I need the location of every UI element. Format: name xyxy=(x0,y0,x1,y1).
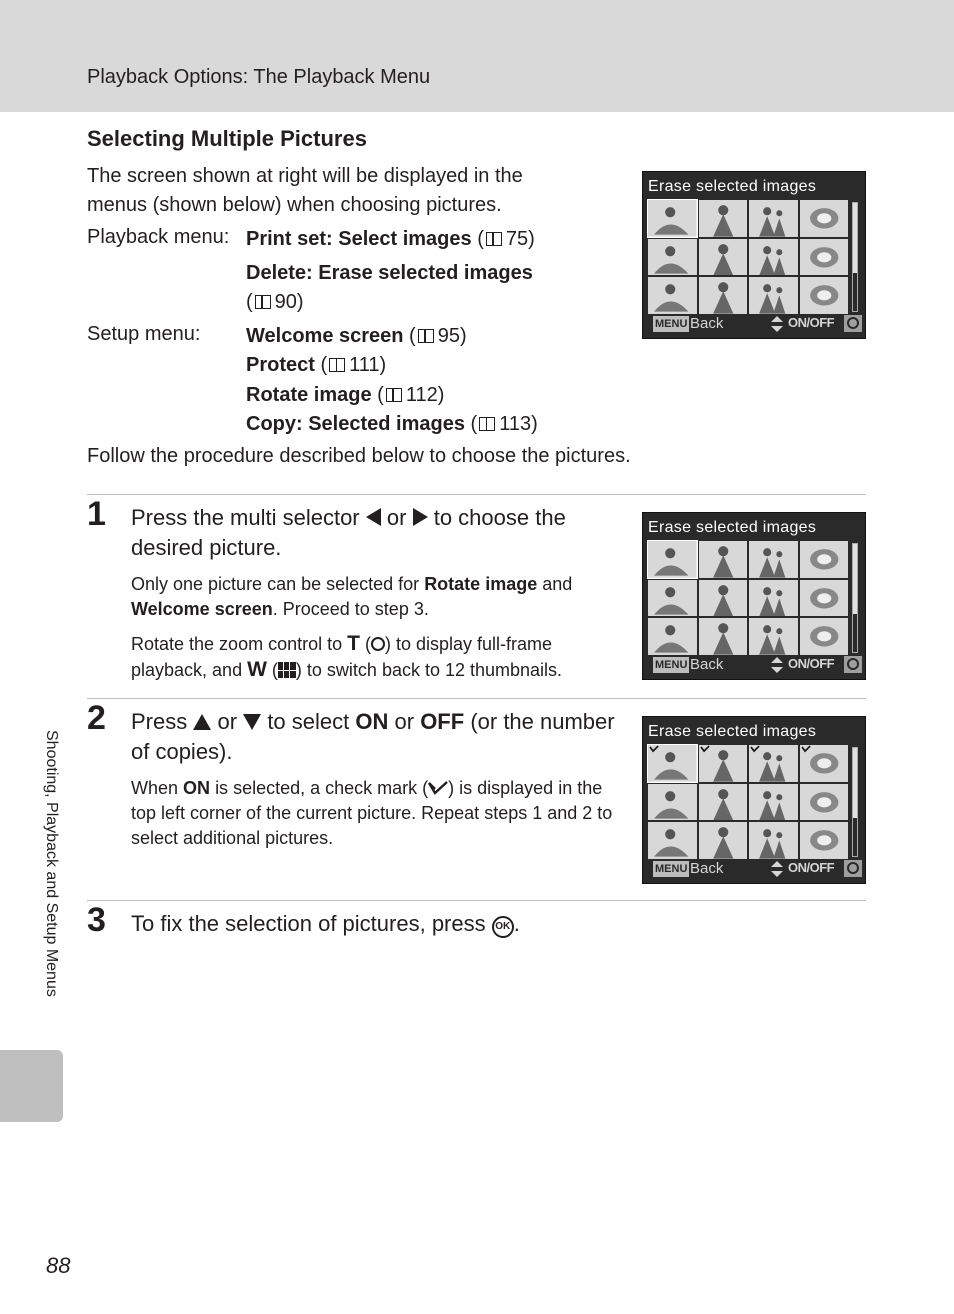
thumbnail xyxy=(749,745,798,782)
thumbnail xyxy=(648,239,697,276)
thumbnail xyxy=(749,618,798,655)
book-icon xyxy=(486,232,502,246)
thumbnail xyxy=(648,200,697,237)
thumbnail xyxy=(699,784,748,821)
thumbnail-grid xyxy=(648,745,848,859)
thumbnail xyxy=(699,200,748,237)
thumbnail xyxy=(800,277,849,314)
menu-item-delete: Delete: Erase selected images ( 90) xyxy=(246,262,533,313)
divider xyxy=(87,698,866,699)
thumbnail xyxy=(749,200,798,237)
book-icon xyxy=(479,417,495,431)
side-tab xyxy=(0,1050,63,1122)
thumbnail xyxy=(800,745,849,782)
thumbnail xyxy=(749,580,798,617)
screen-footer xyxy=(648,314,862,334)
thumbnail xyxy=(800,580,849,617)
step-number: 1 xyxy=(87,495,106,533)
on-off-label: ON/OFF xyxy=(788,860,835,875)
zoom-icon xyxy=(844,315,862,332)
menu-item-name: Protect xyxy=(246,354,315,376)
thumbnail xyxy=(648,580,697,617)
page-ref: 113 xyxy=(499,413,532,435)
page-number: 88 xyxy=(46,1253,71,1278)
book-icon xyxy=(386,388,402,402)
menu-item-name: Welcome screen xyxy=(246,325,404,347)
back-label: Back xyxy=(690,656,724,673)
left-arrow-icon xyxy=(366,508,381,526)
right-arrow-icon xyxy=(413,508,428,526)
menu-item-name: Copy: Selected images xyxy=(246,413,465,435)
step-2-note: When ON is selected, a check mark ( ) is displayed in the top left corner of the current picture. Repeat steps 1 and 2 to select additional pictures. xyxy=(131,778,613,848)
book-icon xyxy=(255,295,271,309)
step-1-note-1: Only one picture can be selected for Rotate image and Welcome screen. Proceed to step 3. xyxy=(131,574,573,619)
thumbnail xyxy=(749,239,798,276)
up-down-icon xyxy=(770,861,784,877)
thumbnail xyxy=(648,277,697,314)
menu-button-icon: MENU xyxy=(655,659,688,671)
thumbnail xyxy=(699,541,748,578)
check-mark-icon xyxy=(428,781,448,795)
thumbnail xyxy=(749,822,798,859)
thumbnail xyxy=(800,239,849,276)
up-down-icon xyxy=(770,316,784,332)
sidebar-text: Shooting, Playback and Setup Menus xyxy=(43,730,60,997)
book-icon xyxy=(418,329,434,343)
menu-item-name: Delete: Erase selected images xyxy=(246,262,533,284)
menu-button-icon: MENU xyxy=(655,863,688,875)
scrollbar xyxy=(852,202,858,312)
thumbnail xyxy=(699,580,748,617)
setup-menu-label: Setup menu: xyxy=(87,323,201,345)
screen-title: Erase selected images xyxy=(648,178,817,195)
menu-item-protect: Protect ( 111) xyxy=(246,354,387,376)
step-1-note-2: Rotate the zoom control to T ( ) to display full-frame playback, and W ( ) to switch back to 12 thumbnails. xyxy=(131,632,563,681)
thumbnail-grid xyxy=(648,200,848,314)
menu-button-icon: MENU xyxy=(655,318,688,330)
back-label: Back xyxy=(690,860,724,877)
screen-footer xyxy=(648,655,862,675)
thumbnail xyxy=(749,541,798,578)
thumbnail xyxy=(648,822,697,859)
thumbnail xyxy=(800,784,849,821)
camera-screen-1 xyxy=(642,171,866,339)
thumbnail xyxy=(800,541,849,578)
step-number: 2 xyxy=(87,699,106,737)
thumbnail xyxy=(648,618,697,655)
magnifier-icon xyxy=(371,637,385,651)
thumbnail xyxy=(800,822,849,859)
menu-item-name: Rotate image xyxy=(246,384,372,406)
thumbnail xyxy=(699,277,748,314)
section-title: Selecting Multiple Pictures xyxy=(87,126,367,151)
step-number: 3 xyxy=(87,901,106,939)
header-title: Playback Options: The Playback Menu xyxy=(87,66,431,88)
thumbnail-grid xyxy=(648,541,848,655)
screen-title: Erase selected images xyxy=(648,519,817,536)
up-arrow-icon xyxy=(193,714,211,730)
step-2-heading: Press or to select ON or OFF (or the number of copies). xyxy=(131,709,615,764)
down-arrow-icon xyxy=(243,714,261,730)
menu-item-name: Print set: Select images xyxy=(246,228,472,250)
menu-item-rotate-image: Rotate image ( 112) xyxy=(246,384,445,406)
intro-text: The screen shown at right will be displayed in the menus (shown below) when choosing pictures. xyxy=(87,165,523,216)
menu-item-copy: Copy: Selected images ( 113) xyxy=(246,413,538,435)
ok-button-icon: OK xyxy=(492,916,514,938)
page-ref: 90 xyxy=(274,291,297,313)
screen-footer xyxy=(648,859,862,879)
header-band xyxy=(0,0,954,112)
thumbnail xyxy=(699,239,748,276)
thumbnail xyxy=(699,618,748,655)
thumbnail xyxy=(699,745,748,782)
thumbnail xyxy=(648,541,697,578)
page-ref: 75 xyxy=(505,228,529,250)
back-label: Back xyxy=(690,315,724,332)
thumbnail xyxy=(800,200,849,237)
thumbnail xyxy=(749,784,798,821)
on-off-label: ON/OFF xyxy=(788,656,835,671)
thumbnail xyxy=(749,277,798,314)
step-1-heading: Press the multi selector or to choose the desired picture. xyxy=(131,505,566,560)
screen-title: Erase selected images xyxy=(648,723,817,740)
zoom-icon xyxy=(844,656,862,673)
scrollbar xyxy=(852,747,858,857)
up-down-icon xyxy=(770,657,784,673)
thumbnail-grid-icon xyxy=(278,662,296,678)
menu-item-welcome-screen: Welcome screen ( 95) xyxy=(246,325,467,347)
thumbnail xyxy=(648,745,697,782)
camera-screen-2 xyxy=(642,512,866,680)
menu-item-print-set: Print set: Select images ( 75) xyxy=(246,228,535,250)
book-icon xyxy=(329,358,345,372)
zoom-icon xyxy=(844,860,862,877)
thumbnail xyxy=(800,618,849,655)
scrollbar xyxy=(852,543,858,653)
page-ref: 112 xyxy=(405,384,438,406)
step-3-heading: To fix the selection of pictures, press OK . xyxy=(131,911,520,936)
divider xyxy=(87,900,866,901)
divider xyxy=(87,494,866,495)
on-off-label: ON/OFF xyxy=(788,315,835,330)
thumbnail xyxy=(648,784,697,821)
page-ref: 95 xyxy=(437,325,460,347)
playback-menu-label: Playback menu: xyxy=(87,226,230,248)
page-ref: 111 xyxy=(349,354,380,376)
thumbnail xyxy=(699,822,748,859)
follow-text: Follow the procedure described below to choose the pictures. xyxy=(87,445,631,467)
camera-screen-3 xyxy=(642,716,866,884)
